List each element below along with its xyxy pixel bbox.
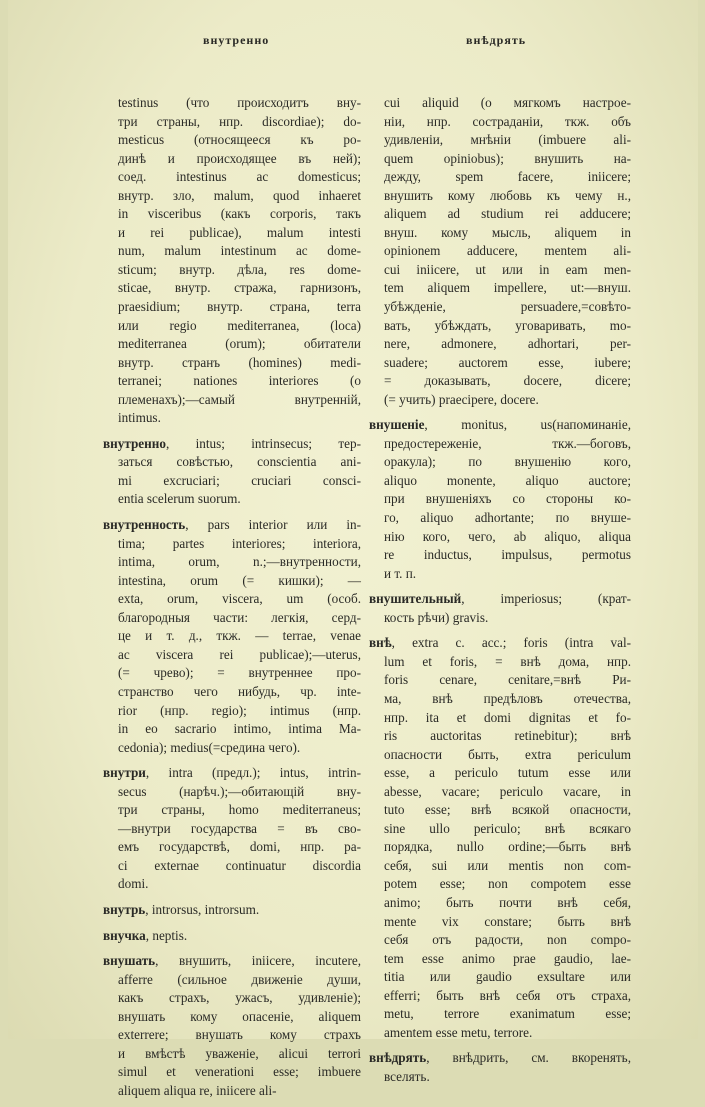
headword: внутрь <box>103 901 146 917</box>
entry-line: и rei publicae), malum intesti <box>118 224 361 240</box>
entry-line: intimus. <box>118 410 161 426</box>
entry-line: или regio mediterranea, (loca) <box>118 317 361 333</box>
entry-line: внѣ, extra c. acc.; foris (intra val- <box>369 635 631 651</box>
dictionary-page <box>8 0 698 1098</box>
entry-line: titia или gaudio exsultare или <box>384 969 631 985</box>
entry-line: exterrere; внушать кому страхъ <box>118 1027 361 1043</box>
headword: внѣдрять <box>369 1050 427 1066</box>
entry-line: in eo sacrario intimo, intima Ma- <box>118 721 361 737</box>
entry-line: num, malum intestinum ac dome- <box>118 243 361 259</box>
entry-line: foris cenare, cenitare,=внѣ Ри- <box>384 672 631 688</box>
entry-line: intima, orum, n.;—внутренности, <box>118 554 361 570</box>
entry-line: sticum; внутр. дѣла, res dome- <box>118 261 361 277</box>
headword: внутренно <box>103 435 166 451</box>
running-header-left: внутренно <box>203 33 270 47</box>
dictionary-entry <box>103 516 361 757</box>
dictionary-entry <box>103 901 361 920</box>
dictionary-entry <box>369 634 631 1042</box>
entry-line: aliquem aliqua re, iniicere ali- <box>118 1082 277 1098</box>
entry-line: заться совѣстью, conscientia ani- <box>118 454 361 470</box>
entry-line: оракула); по внушенію кого, <box>384 454 631 470</box>
entry-line: себя, sui или mentis non com- <box>384 857 631 873</box>
entry-line: secus (нарѣч.);—обитающій вну- <box>118 783 361 799</box>
entry-line: вать, убѣждать, уговаривать, mo- <box>384 317 631 333</box>
dictionary-entry <box>103 94 361 428</box>
entry-line: sticae, внутр. стража, гарнизонъ, <box>118 280 361 296</box>
entry-line: удивленіи, мнѣніи (imbuere ali- <box>384 132 631 148</box>
entry-line: (= учить) praecipere, docere. <box>384 391 539 407</box>
entry-line: и т. п. <box>384 565 417 581</box>
entry-line: potem esse; non compotem esse <box>384 876 631 892</box>
entry-line: внѣдрять, внѣдрить, см. вкоренять, <box>369 1050 631 1066</box>
dictionary-entry <box>369 416 631 583</box>
headword: внутри <box>103 765 146 781</box>
dictionary-entry <box>369 590 631 627</box>
entry-line: cedonia); medius(=средина чего). <box>118 739 301 755</box>
entry-line: дежду, spem facere, iniicere; <box>384 169 631 185</box>
entry-line: внуш. кому мысль, aliquem in <box>384 224 631 240</box>
entry-line: intestina, orum (= кишки); — <box>118 572 361 588</box>
entry-line: in visceribus (какъ corporis, такъ <box>118 206 361 222</box>
entry-line: simul et venerationi esse; imbuere <box>118 1064 361 1080</box>
entry-line: внутр. странъ (homines) medi- <box>118 354 361 370</box>
headword: внушеніе <box>369 417 425 433</box>
entry-line: опасности быть, extra periculum <box>384 746 631 762</box>
entry-line: и вмѣстѣ уваженіе, alicui terrori <box>118 1045 361 1061</box>
entry-line: ac viscera rei publicae);—uterus, <box>118 646 361 662</box>
entry-line: rior (нпр. regio); intimus (нпр. <box>118 702 361 718</box>
entry-line: cui aliquid (о мягкомъ настрое- <box>384 95 631 110</box>
headword: внутренность <box>103 517 186 533</box>
entry-line: внушеніе, monitus, us(напоминаніе, <box>369 417 631 433</box>
entry-line: внутренность, pars interior или in- <box>103 517 361 533</box>
entry-line: це и т. д., ткж. — terrae, venae <box>118 628 361 644</box>
entry-line: tima; partes interiores; interiora, <box>118 535 361 551</box>
entry-line: внушительный, imperiosus; (крат- <box>369 591 631 607</box>
entry-line: nere, admonere, adhortari, per- <box>384 336 631 352</box>
entry-line: animo; быть почти внѣ себя, <box>384 894 631 910</box>
right-column <box>369 94 631 1093</box>
entry-line: opinionem adducere, mentem ali- <box>384 243 631 259</box>
entry-line: terranei; nationes interiores (о <box>118 373 361 389</box>
dictionary-entry <box>103 927 361 946</box>
entry-line: praesidium; внутр. страна, terra <box>118 299 361 315</box>
entry-line: mediterranea (orum); обитатели <box>118 336 361 352</box>
entry-line: efferri; быть внѣ себя отъ страха, <box>384 987 631 1003</box>
entry-line: afferre (сильное движеніе души, <box>118 971 361 987</box>
entry-line: sine ullo periculo; внѣ всякаго <box>384 820 631 836</box>
entry-line: внутрь, introrsus, introrsum. <box>103 901 260 917</box>
entry-line: entia scelerum suorum. <box>118 491 241 507</box>
entry-line: aliquo monente, aliquo auctore; <box>384 472 631 488</box>
dictionary-entry <box>103 952 361 1100</box>
entry-line: testinus (что происходитъ вну- <box>118 95 361 110</box>
entry-line: предостереженіе, ткж.—боговъ, <box>384 435 631 451</box>
entry-line: динѣ и происходящее въ ней); <box>118 150 361 166</box>
entry-line: внушить кому любовь къ чему н., <box>384 187 631 203</box>
dictionary-entry <box>369 1049 631 1086</box>
entry-line: убѣжденіе, persuadere,=совѣто- <box>384 299 631 315</box>
entry-line: cui iniicere, ut или in eam men- <box>384 261 631 277</box>
entry-line: внушать, внушить, iniicere, incutere, <box>103 953 361 969</box>
entry-line: metu, terrore exanimatum esse; <box>384 1006 631 1022</box>
entry-line: mi excruciari; cruciari consci- <box>118 472 361 488</box>
entry-line: племенахъ);—самый внутренній, <box>118 391 361 407</box>
entry-line: внутренно, intus; intrinsecus; тер- <box>103 435 361 451</box>
left-column <box>103 94 361 1107</box>
entry-line: нпр. ita et domi dignitas et fo- <box>384 709 631 725</box>
entry-line: exta, orum, viscera, um (особ. <box>118 591 361 607</box>
entry-line: tem esse animo prae gaudio, lae- <box>384 950 631 966</box>
headword: внучка <box>103 927 146 943</box>
entry-line: при внушеніяхъ со стороны ко- <box>384 491 631 507</box>
entry-line: себя отъ радости, non compo- <box>384 932 631 948</box>
entry-line: емъ государствѣ, domi, нпр. pa- <box>118 839 361 855</box>
entry-line: кость рѣчи) gravis. <box>384 609 489 625</box>
entry-line: domi. <box>118 876 149 892</box>
entry-line: re inductus, impulsus, permotus <box>384 547 631 563</box>
dictionary-entry <box>103 764 361 894</box>
entry-line: странство чего нибудь, чр. inte- <box>118 683 361 699</box>
entry-line: ма, внѣ предѣловъ отечества, <box>384 690 631 706</box>
entry-line: три страны, homo mediterraneus; <box>118 802 361 818</box>
entry-line: aliquem ad studium rei adducere; <box>384 206 631 222</box>
entry-line: —внутри государства = въ сво- <box>118 820 361 836</box>
entry-line: tuto esse; внѣ всякой опасности, <box>384 802 631 818</box>
entry-line: mente vix constare; быть внѣ <box>384 913 631 929</box>
headword: внушительный <box>369 591 462 607</box>
entry-line: три страны, нпр. discordiae); do- <box>118 113 361 129</box>
dictionary-entry <box>103 435 361 509</box>
entry-line: amentem esse metu, terrore. <box>384 1024 533 1040</box>
entry-line: внутр. зло, malum, quod inhaeret <box>118 187 361 203</box>
entry-line: tem aliquem impellere, ut:—внуш. <box>384 280 631 296</box>
entry-line: благородныя части: легкія, серд- <box>118 609 361 625</box>
entry-line: соед. intestinus ac domesticus; <box>118 169 361 185</box>
entry-line: внутри, intra (предл.); intus, intrin- <box>103 765 361 781</box>
dictionary-entry <box>369 94 631 409</box>
entry-line: esse, a periculo tutum esse или <box>384 765 631 781</box>
entry-line: = доказывать, docere, dicere; <box>384 373 631 389</box>
entry-line: abesse, vacare; periculo vacare, in <box>384 783 631 799</box>
entry-line: внушать кому опасеніе, aliquem <box>118 1008 361 1024</box>
entry-line: lum et foris, = внѣ дома, нпр. <box>384 653 631 669</box>
entry-line: (= чрево); = внутреннее про- <box>118 665 361 681</box>
entry-line: mesticus (относящееся къ ро- <box>118 132 361 148</box>
entry-line: ніи, нпр. состраданіи, ткж. объ <box>384 113 631 129</box>
entry-line: го, aliquo adhortante; по внуше- <box>384 510 631 526</box>
entry-line: ris auctoritas retinebitur); внѣ <box>384 728 631 744</box>
headword: внѣ <box>369 635 392 651</box>
entry-line: ci externae continuatur discordia <box>118 857 361 873</box>
headword: внушать <box>103 953 156 969</box>
entry-line: quem opiniobus); внушить на- <box>384 150 631 166</box>
entry-line: какъ страхъ, ужасъ, удивленіе); <box>118 990 361 1006</box>
entry-line: нію кого, чего, ab aliquo, aliqua <box>384 528 631 544</box>
entry-line: вселять. <box>384 1068 430 1084</box>
running-header-right: внѣдрять <box>466 33 527 47</box>
entry-line: внучка, neptis. <box>103 927 188 943</box>
entry-line: suadere; auctorem esse, iubere; <box>384 354 631 370</box>
entry-line: порядка, nullo ordine;—быть внѣ <box>384 839 631 855</box>
